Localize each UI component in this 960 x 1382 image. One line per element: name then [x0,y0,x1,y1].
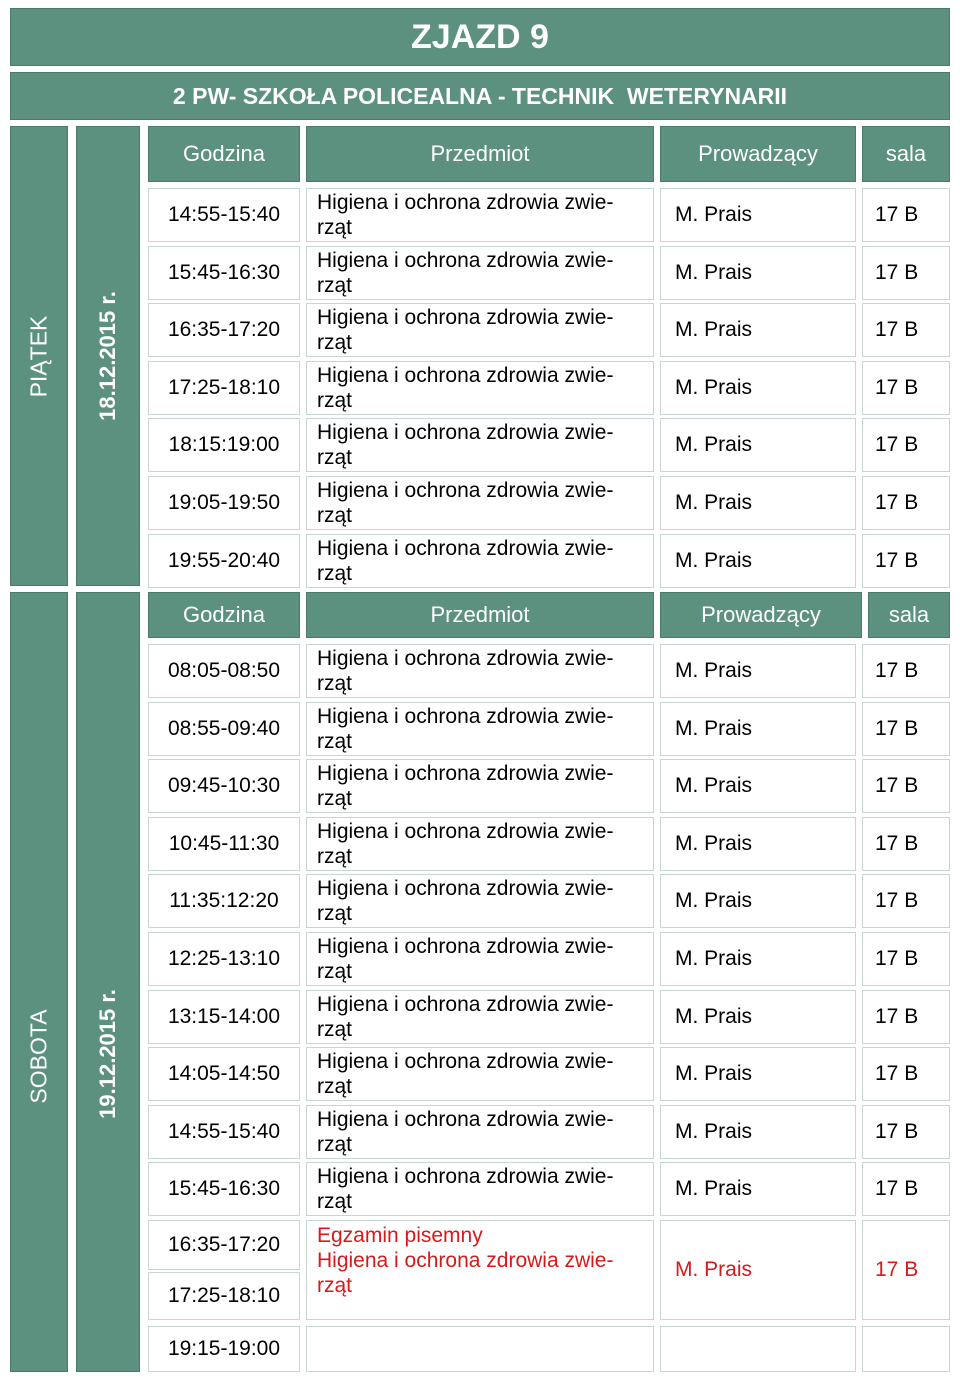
room-text: 17 B [875,889,919,913]
teacher-cell-empty [660,1326,856,1372]
time-text: 09:45-10:30 [167,774,281,798]
room-cell [862,476,950,530]
time-text: 17:25-18:10 [167,1284,281,1307]
subject-line-2: rząt [317,446,353,470]
header-text: Godzina [183,602,265,627]
subject-line-2: rząt [317,787,353,811]
subject-line-1: Higiena i ochrona zdrowia zwie- [317,819,614,843]
subject-line-1: Higiena i ochrona zdrowia zwie- [317,704,614,728]
teacher-text: M. Prais [675,491,753,514]
exam-subject-cell [306,1220,654,1320]
teacher-cell [660,932,856,986]
time-cell [148,932,300,986]
room-text: 17 B [875,491,919,514]
subject-cell [306,418,654,472]
header-text: Przedmiot [430,141,530,166]
time-text: 14:55-15:40 [167,203,281,226]
room-text: 17 B [875,375,919,399]
subject-cell [306,990,654,1044]
room-cell [862,1047,950,1101]
time-cell [148,702,300,756]
subject-line-2: rząt [317,388,353,412]
subject-line-1: Higiena i ochrona zdrowia zwie- [317,479,614,502]
room-cell [862,874,950,928]
subject-line-2: rząt [317,960,353,983]
subject-line-2: rząt [317,672,353,695]
date-label-saturday [76,592,140,1372]
subject-line-2: rząt [317,1075,353,1099]
subject-cell [306,534,654,588]
subject-line-2: rząt [317,561,353,585]
teacher-text: M. Prais [675,1119,753,1143]
header-subject [306,126,654,182]
subject-cell [306,817,654,871]
date-text: 18.12.2015 r. [95,291,120,421]
room-text: 17 B [875,1119,919,1143]
teacher-cell [660,303,856,357]
header-teacher [660,592,862,638]
subject-line-1: Higiena i ochrona zdrowia zwie- [317,1249,614,1272]
subject-line-1: Higiena i ochrona zdrowia zwie- [317,992,614,1016]
room-text: 17 B [875,318,919,342]
room-cell [862,759,950,813]
time-cell [148,534,300,588]
day-label-friday [10,126,68,586]
subject-line-1: Higiena i ochrona zdrowia zwie- [317,248,614,272]
teacher-cell [660,246,856,300]
room-cell [862,418,950,472]
subject-cell [306,932,654,986]
teacher-text: M. Prais [675,947,753,970]
time-text: 19:15-19:00 [167,1337,281,1360]
time-text: 10:45-11:30 [168,831,280,855]
date-label-friday [76,126,140,586]
subject-line-2: rząt [317,729,353,753]
time-cell [148,759,300,813]
subject-line-1: Higiena i ochrona zdrowia zwie- [317,1107,614,1131]
time-text: 12:25-13:10 [167,947,281,970]
teacher-text: M. Prais [675,1062,753,1086]
exam-time-cell [148,1272,300,1320]
subtitle-text: 2 PW- SZKOŁA POLICEALNA - TECHNIK WETERYNARII [172,82,788,109]
header-text: Prowadzący [701,602,821,627]
subject-line-2: rząt [317,902,353,926]
time-cell [148,418,300,472]
room-cell [862,246,950,300]
time-cell [148,817,300,871]
exam-time-cell [148,1220,300,1270]
subject-cell [306,246,654,300]
subject-cell [306,303,654,357]
header-time [148,592,300,638]
teacher-text: M. Prais [675,1004,753,1028]
subject-cell [306,759,654,813]
time-text: 08:55-09:40 [167,716,281,740]
page-title [10,8,950,66]
room-text: 17 B [875,1258,919,1281]
header-subject [306,592,654,638]
day-text: SOBOTA [25,1008,52,1104]
room-cell [862,188,950,242]
exam-teacher-cell [660,1220,856,1320]
day-text: PIĄTEK [25,315,52,397]
time-cell [148,476,300,530]
time-text: 08:05-08:50 [167,659,281,682]
time-text: 19:55-20:40 [167,548,281,572]
teacher-text: M. Prais [675,318,753,342]
teacher-cell [660,702,856,756]
room-cell [862,990,950,1044]
teacher-cell [660,418,856,472]
teacher-text: M. Prais [675,659,753,682]
subject-line-2: rząt [317,1274,353,1297]
teacher-cell [660,188,856,242]
subject-line-1: Higiena i ochrona zdrowia zwie- [317,647,614,670]
time-text: 14:05-14:50 [167,1062,281,1086]
subject-line-2: rząt [317,844,353,868]
subject-line-1: Higiena i ochrona zdrowia zwie- [317,1050,614,1074]
subject-line-2: rząt [317,331,353,355]
subject-cell-empty [306,1326,654,1372]
room-text: 17 B [875,659,919,682]
room-text: 17 B [875,1177,919,1201]
header-text: Przedmiot [430,602,530,627]
subject-cell [306,188,654,242]
subject-cell [306,1162,654,1216]
teacher-text: M. Prais [675,831,753,855]
subject-line-1: Higiena i ochrona zdrowia zwie- [317,363,614,387]
room-text: 17 B [875,1062,919,1086]
subject-line-2: rząt [317,1017,353,1041]
subject-line-2: rząt [317,1132,353,1156]
teacher-cell [660,644,856,698]
time-text: 17:25-18:10 [167,375,281,399]
room-text: 17 B [875,947,919,970]
time-cell [148,874,300,928]
time-cell [148,361,300,415]
teacher-cell [660,534,856,588]
subject-line-2: rząt [317,216,353,239]
time-cell [148,644,300,698]
teacher-cell [660,990,856,1044]
teacher-text: M. Prais [675,716,753,740]
teacher-cell [660,476,856,530]
room-text: 17 B [875,1004,919,1028]
time-cell [148,990,300,1044]
time-text: 16:35-17:20 [167,318,281,342]
time-text: 16:35-17:20 [167,1233,281,1256]
subject-line-2: rząt [317,1190,353,1214]
subject-line-1: Higiena i ochrona zdrowia zwie- [317,536,614,560]
teacher-cell [660,759,856,813]
time-text: 15:45-16:30 [167,260,281,284]
header-teacher [660,126,856,182]
teacher-cell [660,361,856,415]
subject-cell [306,361,654,415]
header-room [868,592,950,638]
teacher-cell [660,1105,856,1159]
time-text: 15:45-16:30 [167,1177,281,1201]
room-text: 17 B [875,716,919,740]
time-cell [148,1047,300,1101]
room-cell [862,1162,950,1216]
room-text: 17 B [875,433,919,457]
header-text: sala [888,602,930,627]
room-text: 17 B [875,203,919,226]
subject-cell [306,702,654,756]
subject-line-1: Higiena i ochrona zdrowia zwie- [317,306,614,330]
teacher-text: M. Prais [675,548,753,572]
room-cell [862,534,950,588]
header-text: Prowadzący [698,141,818,166]
time-cell [148,1326,300,1372]
time-text: 13:15-14:00 [167,1004,281,1028]
page-subtitle [10,72,950,120]
teacher-text: M. Prais [675,889,753,913]
room-cell [862,702,950,756]
teacher-cell [660,817,856,871]
subject-line-1: Higiena i ochrona zdrowia zwie- [317,935,614,958]
subject-line-1: Higiena i ochrona zdrowia zwie- [317,762,614,786]
subject-cell [306,1047,654,1101]
room-cell [862,1105,950,1159]
teacher-text: M. Prais [675,774,753,798]
room-text: 17 B [875,260,919,284]
teacher-text: M. Prais [675,375,753,399]
subject-line-2: rząt [317,504,353,527]
exam-label: Egzamin pisemny [317,1224,483,1247]
teacher-text: M. Prais [675,433,753,457]
time-cell [148,1162,300,1216]
header-text: Godzina [183,141,265,166]
time-text: 19:05-19:50 [167,491,281,514]
teacher-text: M. Prais [675,1177,753,1201]
room-cell [862,932,950,986]
room-cell [862,303,950,357]
time-cell [148,246,300,300]
time-cell [148,303,300,357]
teacher-text: M. Prais [675,260,753,284]
subject-line-1: Higiena i ochrona zdrowia zwie- [317,877,614,901]
room-text: 17 B [875,774,919,798]
header-time [148,126,300,182]
title-text: ZJAZD 9 [411,17,549,56]
subject-cell [306,644,654,698]
day-label-saturday [10,592,68,1372]
subject-line-1: Higiena i ochrona zdrowia zwie- [317,421,614,445]
room-cell-empty [862,1326,950,1372]
room-text: 17 B [875,831,919,855]
date-text: 19.12.2015 r. [95,989,120,1119]
teacher-cell [660,1047,856,1101]
teacher-text: M. Prais [675,203,753,226]
subject-cell [306,476,654,530]
time-text: 11:35:12:20 [169,889,279,913]
room-cell [862,361,950,415]
header-text: sala [885,141,927,166]
teacher-cell [660,874,856,928]
exam-room-cell [862,1220,950,1320]
teacher-cell [660,1162,856,1216]
room-text: 17 B [875,548,919,572]
subject-line-1: Higiena i ochrona zdrowia zwie- [317,191,614,214]
time-cell [148,188,300,242]
teacher-text: M. Prais [675,1258,753,1281]
subject-cell [306,874,654,928]
room-cell [862,817,950,871]
subject-line-1: Higiena i ochrona zdrowia zwie- [317,1165,614,1189]
room-cell [862,644,950,698]
subject-line-2: rząt [317,273,353,297]
time-cell [148,1105,300,1159]
time-text: 14:55-15:40 [167,1119,281,1143]
header-room [862,126,950,182]
time-text: 18:15:19:00 [168,433,280,457]
subject-cell [306,1105,654,1159]
